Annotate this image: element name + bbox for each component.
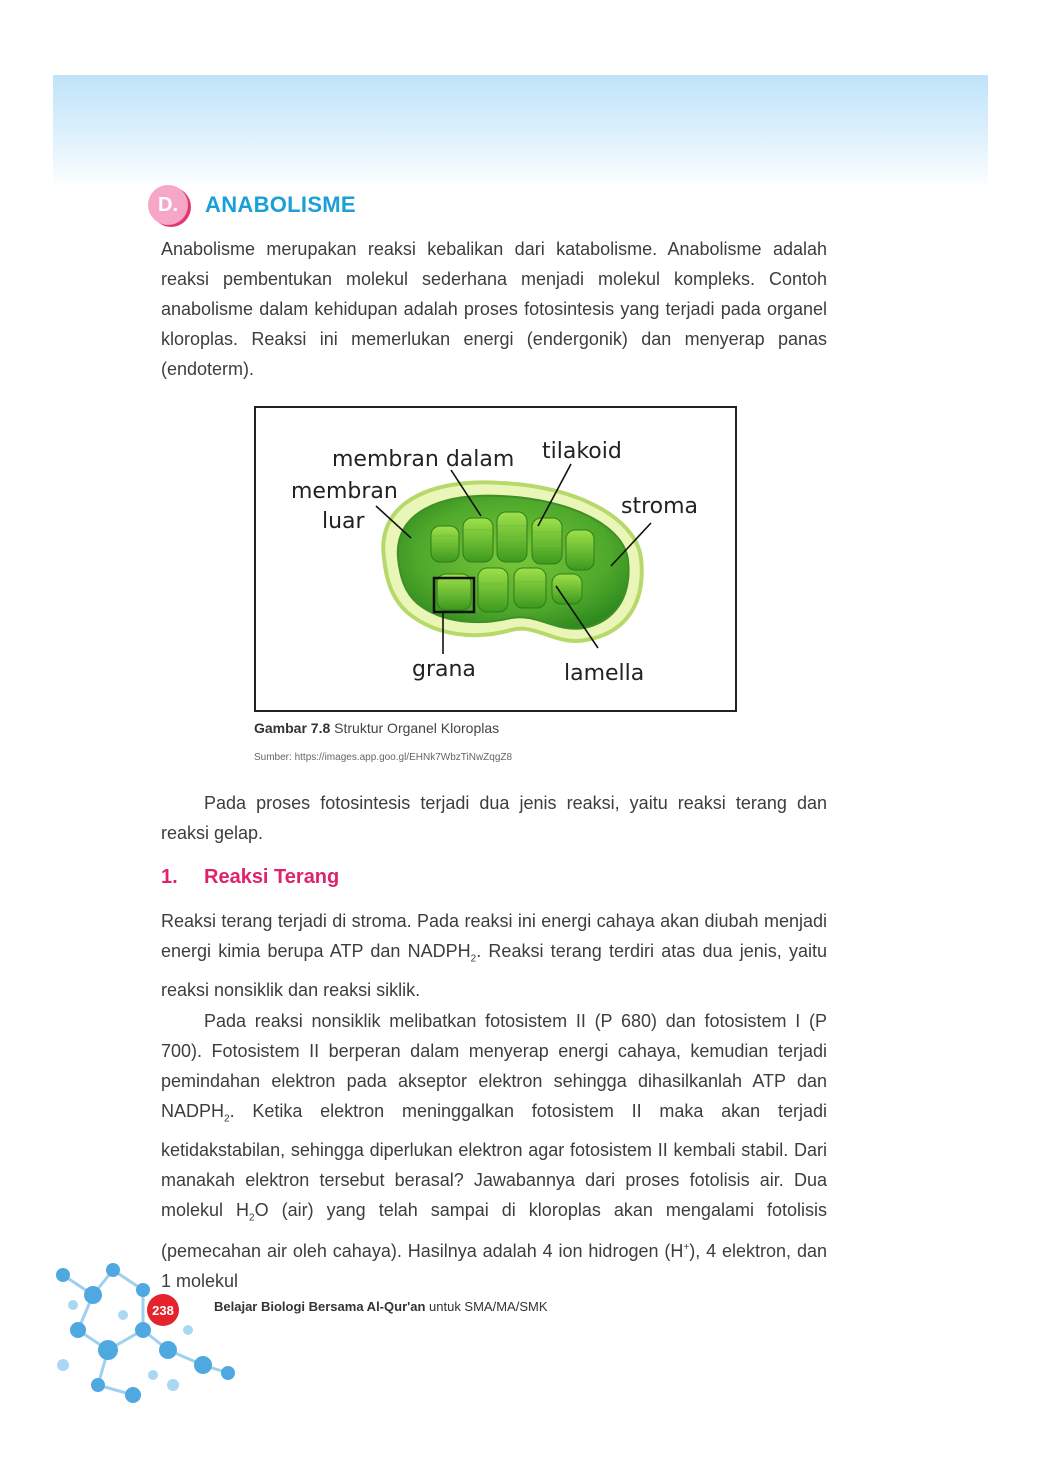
footer-title [214,1299,548,1314]
p4-text-a: Pada reaksi nonsiklik melibatkan fotosistem II (P 680) dan fotosistem I (P 700). Fotosistem II berperan dalam menyerap energi cahaya, kemudian terjadi pemindahan elektron pada akseptor elektron sehingga dihasilkanlah ATP dan NADPH [161,1011,827,1121]
p3-sub: 2 [470,953,477,965]
paragraph-4 [161,1006,827,1296]
label-luar: luar [322,509,365,534]
label-lamella: lamella [564,661,645,686]
molecule-atoms [56,1263,235,1403]
intro-text: Anabolisme merupakan reaksi kebalikan dari katabolisme. Anabolisme adalah reaksi pembentukan molekul sederhana menjadi molekul kompleks. Contoh anabolisme dalam kehidupan adalah proses fotosintesis yang terjadi pada organel kloroplas. Reaksi ini memerlukan energi (endergonik) dan menyerap panas (endoterm). [161,239,827,379]
footer-title-rest: untuk SMA/MA/SMK [429,1299,548,1314]
intro-paragraph [161,234,827,384]
p3-text-b: . Reaksi terang terdiri atas dua jenis, yaitu reaksi nonsiklik dan reaksi siklik. [161,941,827,1000]
section-title: ANABOLISME [205,192,356,217]
subsection-title: Reaksi Terang [204,866,340,888]
footer-title-bold: Belajar Biologi Bersama Al-Qur'an [214,1299,426,1314]
label-stroma: stroma [621,494,699,519]
subsection-heading [161,866,339,889]
chloroplast-figure [254,406,737,712]
section-heading [148,184,356,226]
p4-text-b: . Ketika elektron meninggalkan fotosistem II maka akan terjadi ketidakstabilan, sehingga diperlukan elektron agar fotosistem II kembali stabil. Dari manakah elektron tersebut berasal? Jawabannya dari proses fotolisis air. Dua molekul H [161,1101,827,1220]
paragraph-3 [161,906,827,1005]
figure-caption [254,720,499,736]
p3-text-a: Reaksi terang terjadi di stroma. Pada reaksi ini energi cahaya akan diubah menjadi energi kimia berupa ATP dan NADPH [161,911,827,961]
paragraph-2-text: Pada proses fotosintesis terjadi dua jenis reaksi, yaitu reaksi terang dan reaksi gelap. [161,793,827,843]
p4-sub-1: 2 [224,1113,230,1125]
figure-source: Sumber: https://images.app.goo.gl/EHNk7WbzTiNwZqgZ8 [254,752,513,763]
page-number: 238 [147,1294,179,1326]
label-membran-dalam: membran dalam [332,447,515,472]
caption-number: Gambar 7.8 [254,720,331,736]
label-membran: membran [291,479,398,504]
label-grana: grana [412,657,476,682]
molecule-decoration [53,1255,313,1405]
paragraph-2 [161,788,827,848]
chloroplast-diagram [256,408,735,710]
p4-text-c: O (air) yang telah sampai di kloroplas akan mengalami fotolisis (pemecahan air oleh cahaya). Hasilnya adalah 4 ion hidrogen (H [161,1199,827,1262]
header-band [53,75,988,190]
p4-sub-2: 2 [249,1212,255,1224]
p4-text-d: ), 4 elektron, dan 1 molekul [161,1241,827,1292]
subsection-number: 1. [161,866,178,888]
section-badge: D. [148,185,188,225]
caption-text: Struktur Organel Kloroplas [334,720,500,736]
label-tilakoid: tilakoid [542,439,622,464]
p4-sup: + [683,1242,690,1254]
